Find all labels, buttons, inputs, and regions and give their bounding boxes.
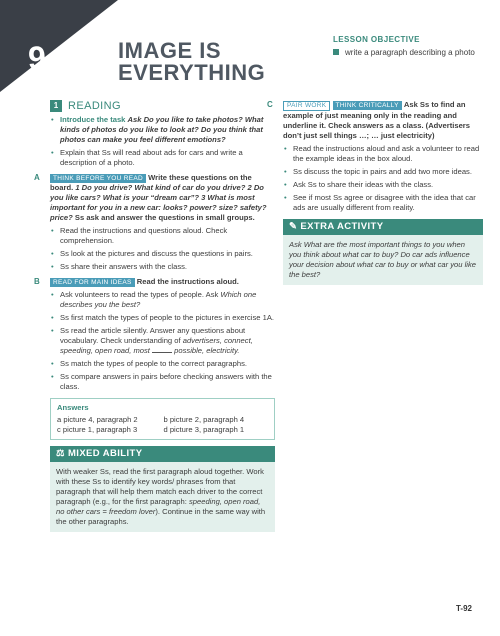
objective-title: LESSON OBJECTIVE <box>333 35 420 44</box>
answer-b: b picture 2, paragraph 4 <box>163 415 245 424</box>
list-item: • See if most Ss agree or disagree with the idea that car ads are usually different from reality. <box>283 193 483 213</box>
scales-icon: ⚖ <box>56 448 65 459</box>
extra-activity-box <box>283 219 483 285</box>
intro-list <box>50 115 275 168</box>
a-instruction-end: Ss ask and answer the questions in small groups. <box>74 213 255 222</box>
list-item <box>50 115 275 145</box>
left-column <box>34 100 275 532</box>
extra-activity-body: Ask What are the most important things to you when you think about what car to buy? Do car ads influence your decision about what car to buy or what car you like the best? <box>283 235 483 285</box>
list-item: • Ss discuss the topic in pairs and add two more ideas. <box>283 167 483 177</box>
extra-activity-header <box>283 219 483 235</box>
title-line-2: EVERYTHING <box>118 60 266 85</box>
b-instruction: Read the instructions aloud. <box>136 277 239 286</box>
list-item: • Ss look at the pictures and discuss the questions in pairs. <box>50 249 275 259</box>
intro-text: Ask Do you like to take photos? What kinds of photos do you like to look at? Do you think that photos can make you feel different emotions? <box>60 115 264 144</box>
b-bullet1-italic: Which one describes you the best? <box>60 290 257 309</box>
lesson-number: 9.4 <box>28 40 70 76</box>
answers-title: Answers <box>57 403 89 412</box>
list-item: • Ss first match the types of people to the pictures in exercise 1A. <box>50 313 275 323</box>
b-bullet3-italic: advertisers, connect, speeding, open road, most <box>60 336 253 355</box>
intro-label: Introduce the task <box>60 115 126 124</box>
tag-pair-work: PAIR WORK <box>283 101 330 111</box>
exercise-a <box>34 173 275 223</box>
section-number: 1 <box>50 100 62 112</box>
a-questions: 1 Do you drive? What kind of car do you drive? 2 Do you like cars? What is your “dream car”? 3 What is most important for you in a new car: looks? power? size? safety? price? <box>50 183 267 222</box>
b-list <box>50 290 275 392</box>
a-instruction: Write these questions on the board. <box>50 173 252 192</box>
list-item: • Ask Ss to share their ideas with the class. <box>283 180 483 190</box>
reading-heading <box>50 100 275 112</box>
list-item: • Ss compare answers in pairs before checking answers with the class. <box>50 372 275 392</box>
c-list <box>283 144 483 213</box>
list-item: • Explain that Ss will read about ads for cars and write a description of a photo. <box>50 148 275 168</box>
b-bullet1: Ask volunteers to read the types of people. Ask <box>60 290 219 299</box>
square-bullet-icon <box>333 49 339 55</box>
exercise-c <box>267 100 483 141</box>
list-item: • Ss match the types of people to the correct paragraphs. <box>50 359 275 369</box>
tag-think-before: THINK BEFORE YOU READ <box>50 174 146 183</box>
tag-think-critically: THINK CRITICALLY <box>333 101 402 110</box>
exercise-b <box>34 277 275 287</box>
mixed-ability-title: MIXED ABILITY <box>67 448 143 459</box>
list-item: • Read the instructions aloud and ask a volunteer to read the example ideas in the box aloud. <box>283 144 483 164</box>
lesson-title <box>118 40 265 84</box>
mixed-ability-text: With weaker Ss, read the first paragraph aloud together. Work with these Ss to identify key words/ phrases from that paragraph that will help them match each driver to the correct paragraph (e.g., for the first paragraph: <box>56 467 264 506</box>
list-item <box>50 326 275 356</box>
pencil-icon: ✎ <box>289 221 298 232</box>
c-instruction: Ask Ss to find an example of just meaning only in the reading and underline it. Check answers as a class. (Advertisers don’t just sell things …; … just electricity) <box>283 100 470 140</box>
mixed-ability-italic: speeding, open road, no other cars = freedom lover <box>56 497 261 516</box>
exercise-letter: B <box>34 277 40 286</box>
mixed-ability-box <box>50 446 275 532</box>
objective-line <box>333 48 483 57</box>
a-list <box>50 226 275 272</box>
tag-read-main-ideas: READ FOR MAIN IDEAS <box>50 278 135 287</box>
list-item <box>50 290 275 310</box>
b-bullet3: Ss read the article silently. Answer any questions about vocabulary. Check understanding of <box>60 326 246 345</box>
extra-activity-title: EXTRA ACTIVITY <box>300 221 384 232</box>
answers-box <box>50 398 275 440</box>
right-column <box>267 100 483 285</box>
lesson-objective <box>333 35 483 57</box>
answer-a: a picture 4, paragraph 2 <box>57 415 138 424</box>
answer-row <box>57 415 270 425</box>
exercise-letter: C <box>267 100 273 109</box>
objective-text: write a paragraph describing a photo <box>345 48 475 57</box>
mixed-ability-header <box>50 446 275 462</box>
answer-c: c picture 1, paragraph 3 <box>57 425 138 434</box>
title-line-1: IMAGE IS <box>118 38 222 63</box>
answer-d: d picture 3, paragraph 1 <box>163 425 245 434</box>
answer-row <box>57 425 270 435</box>
mixed-ability-body <box>50 462 275 532</box>
list-item: • Ss share their answers with the class. <box>50 262 275 272</box>
page-number: T-92 <box>455 604 472 613</box>
blank-line <box>152 352 172 353</box>
b-bullet3-italic-end: possible, electricity. <box>174 346 240 355</box>
list-item: • Read the instructions and questions aloud. Check comprehension. <box>50 226 275 246</box>
section-title: READING <box>68 100 121 112</box>
exercise-letter: A <box>34 173 40 182</box>
mixed-ability-text-end: ). Continue in the same way with the other paragraphs. <box>56 507 266 526</box>
